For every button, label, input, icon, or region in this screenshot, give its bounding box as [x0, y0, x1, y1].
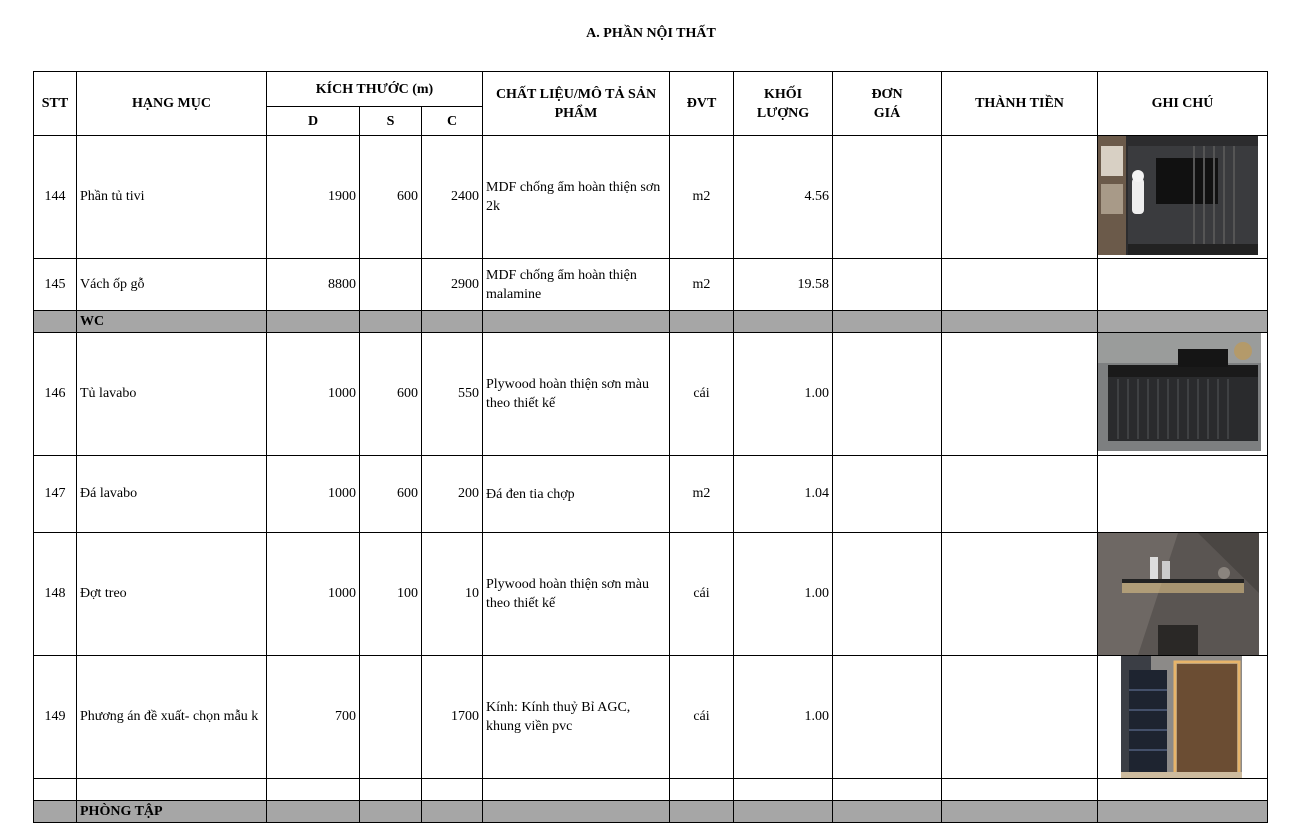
cell-note — [1098, 333, 1268, 456]
cell-d: 1000 — [267, 333, 360, 456]
section-row-gym — [34, 801, 1268, 823]
cell-stt: 147 — [34, 456, 77, 533]
header-note: GHI CHÚ — [1098, 72, 1268, 136]
lavabo-cabinet-photo — [1098, 333, 1261, 451]
cell-item: Tủ lavabo — [77, 333, 267, 456]
cell-price — [833, 656, 942, 779]
cell-d: 1000 — [267, 533, 360, 656]
cell-total — [942, 533, 1098, 656]
cell-s — [360, 656, 422, 779]
header-s: S — [360, 107, 422, 136]
cell-stt: 149 — [34, 656, 77, 779]
cell-stt: 148 — [34, 533, 77, 656]
cell-qty: 4.56 — [734, 136, 833, 259]
section-row-wc — [34, 311, 1268, 333]
mirror-cabinet-photo — [1121, 656, 1242, 778]
cell-material: MDF chống ẩm hoàn thiện malamine — [483, 259, 670, 311]
cell-note — [1098, 656, 1268, 779]
cell-item: Đá lavabo — [77, 456, 267, 533]
cell-c: 200 — [422, 456, 483, 533]
cell-unit: cái — [670, 333, 734, 456]
cell-price — [833, 136, 942, 259]
cell-stt: 145 — [34, 259, 77, 311]
cell-total — [942, 259, 1098, 311]
cell-d: 1000 — [267, 456, 360, 533]
header-total: THÀNH TIỀN — [942, 72, 1098, 136]
cell-material: Plywood hoàn thiện sơn màu theo thiết kế — [483, 533, 670, 656]
header-c: C — [422, 107, 483, 136]
table-row — [34, 259, 1268, 311]
cell-qty: 19.58 — [734, 259, 833, 311]
cell-material: MDF chống ẩm hoàn thiện sơn 2k — [483, 136, 670, 259]
cell-item: Phần tủ tivi — [77, 136, 267, 259]
cell-qty: 1.00 — [734, 656, 833, 779]
cell-total — [942, 333, 1098, 456]
cell-unit: cái — [670, 656, 734, 779]
cell-qty: 1.04 — [734, 456, 833, 533]
cell-s: 600 — [360, 333, 422, 456]
cell-note — [1098, 259, 1268, 311]
cell-d: 8800 — [267, 259, 360, 311]
cell-stt: 144 — [34, 136, 77, 259]
cell-qty: 1.00 — [734, 333, 833, 456]
table-row — [34, 656, 1268, 779]
cell-price — [833, 259, 942, 311]
cell-unit: m2 — [670, 259, 734, 311]
cell-total — [942, 656, 1098, 779]
header-stt: STT — [34, 72, 77, 136]
header-material: CHẤT LIỆU/MÔ TẢ SẢN PHẨM — [483, 72, 670, 136]
cell-d: 700 — [267, 656, 360, 779]
cell-s: 600 — [360, 456, 422, 533]
cell-c: 2900 — [422, 259, 483, 311]
cell-qty: 1.00 — [734, 533, 833, 656]
cell-unit: cái — [670, 533, 734, 656]
cell-total — [942, 456, 1098, 533]
cell-item: Vách ốp gỗ — [77, 259, 267, 311]
table-row — [34, 456, 1268, 533]
cell-c: 1700 — [422, 656, 483, 779]
quotation-table — [33, 71, 1268, 823]
cell-note — [1098, 456, 1268, 533]
cell-item: Đợt treo — [77, 533, 267, 656]
cell-material: Đá đen tia chợp — [483, 456, 670, 533]
header-size: KÍCH THƯỚC (m) — [267, 72, 483, 107]
cell-s — [360, 259, 422, 311]
header-unit: ĐVT — [670, 72, 734, 136]
table-row — [34, 136, 1268, 259]
header-d: D — [267, 107, 360, 136]
cell-price — [833, 333, 942, 456]
cell-stt: 146 — [34, 333, 77, 456]
cell-total — [942, 136, 1098, 259]
tv-cabinet-photo — [1098, 136, 1258, 255]
cell-s: 100 — [360, 533, 422, 656]
table-row — [34, 533, 1268, 656]
cell-note — [1098, 533, 1268, 656]
cell-price — [833, 456, 942, 533]
header-qty: KHỐI LƯỢNG — [734, 72, 833, 136]
cell-item: Phương án đề xuất- chọn mẫu k — [77, 656, 267, 779]
cell-unit: m2 — [670, 456, 734, 533]
table-row-empty — [34, 779, 1268, 801]
cell-material: Kính: Kính thuỷ Bỉ AGC, khung viền pvc — [483, 656, 670, 779]
hanging-shelf-photo — [1098, 533, 1259, 655]
cell-c: 10 — [422, 533, 483, 656]
cell-s: 600 — [360, 136, 422, 259]
section-label: WC — [77, 311, 267, 333]
table-row — [34, 333, 1268, 456]
cell-material: Plywood hoàn thiện sơn màu theo thiết kế — [483, 333, 670, 456]
cell-c: 2400 — [422, 136, 483, 259]
section-label: PHÒNG TẬP — [77, 801, 267, 823]
cell-d: 1900 — [267, 136, 360, 259]
header-price: ĐƠN GIÁ — [833, 72, 942, 136]
cell-price — [833, 533, 942, 656]
cell-unit: m2 — [670, 136, 734, 259]
document-title: A. PHẦN NỘI THẤT — [586, 26, 716, 41]
cell-note — [1098, 136, 1268, 259]
header-item: HẠNG MỤC — [77, 72, 267, 136]
cell-c: 550 — [422, 333, 483, 456]
